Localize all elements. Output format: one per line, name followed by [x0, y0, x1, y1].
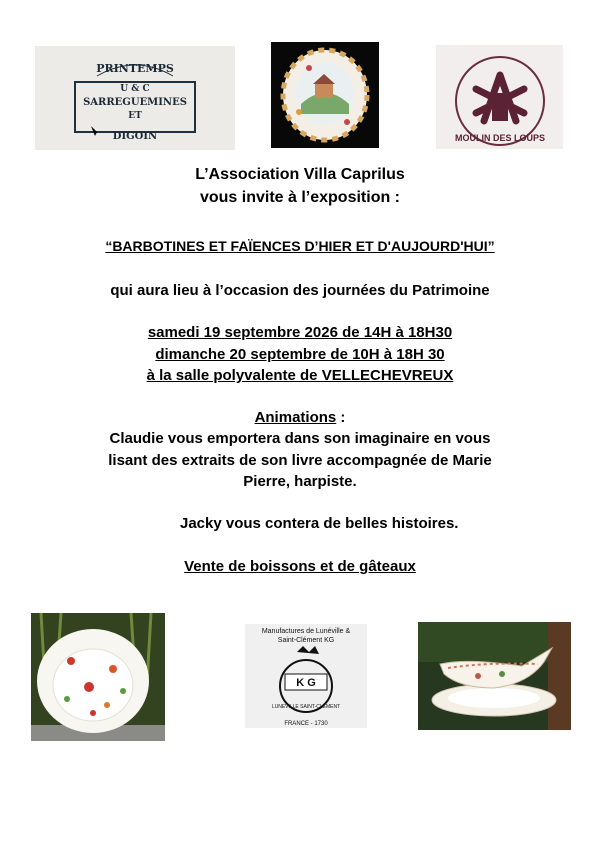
schedule-line3: à la salle polyvalente de VELLECHEVREUX — [146, 367, 454, 384]
schedule-line1: samedi 19 septembre 2026 de 14H à 18H30 — [147, 324, 453, 341]
logo-caption-line2: Saint-Clément KG — [277, 637, 335, 644]
occasion-text: qui aura lieu à l’occasion des journées du Patrimoine — [110, 282, 490, 299]
stamp-photo-left — [35, 46, 235, 150]
stamp-sarreguemines-text: SARREGUEMINES — [83, 97, 187, 108]
logo-year: FRANCE - 1730 — [284, 721, 328, 727]
animations-line3: Pierre, harpiste. — [243, 473, 357, 490]
stamp-et-text: ET — [128, 111, 142, 121]
schedule-line2: dimanche 20 septembre de 10H à 18H 30 — [155, 346, 445, 363]
logo-ring-text: LUNEVILLE SAINT-CLEMENT — [271, 704, 341, 710]
animations-line2: lisant des extraits de son livre accompagnée de Marie — [108, 452, 492, 469]
sale-text: Vente de boissons et de gâteaux — [184, 558, 416, 575]
logo-caption-line1: Manufactures de Lunéville & — [261, 628, 351, 635]
stamp-digoin-text: DIGOIN — [112, 131, 158, 142]
animations-line1: Claudie vous emportera dans son imaginaire en vous — [109, 430, 491, 447]
animations-heading-label: Animations — [254, 409, 337, 426]
bowl-photo — [31, 613, 165, 741]
stamp-uc-text: U & C — [120, 84, 150, 94]
stamp-printemps-text: PRINTEMPS — [96, 62, 174, 75]
intro-line1: L’Association Villa Caprilus — [195, 166, 405, 183]
animations-jacky: Jacky vous contera de belles histoires. — [180, 515, 459, 532]
exhibition-title: “BARBOTINES ET FAÏENCES D’HIER ET D'AUJOURD'HUI” — [105, 238, 495, 254]
logo-monogram: K G — [296, 677, 316, 689]
luneville-logo — [245, 624, 367, 728]
intro-line2: vous invite à l’exposition : — [199, 189, 401, 206]
stamp-photo-right — [436, 45, 563, 149]
sauceboat-photo — [418, 622, 571, 730]
animations-heading-colon: : — [336, 409, 346, 426]
animations-heading — [0, 407, 600, 428]
plate-photo-top — [271, 42, 379, 148]
stamp-moulin-text: MOULIN DES LOUPS — [454, 133, 546, 143]
